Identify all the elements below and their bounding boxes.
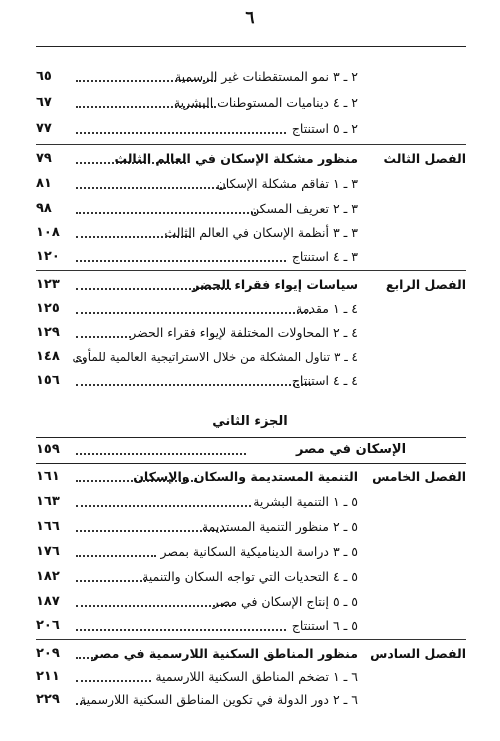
section-title: ٥ ـ ٣ دراسة الديناميكية السكانية بمصر (160, 544, 358, 559)
page-ref: ٨١ (36, 176, 52, 191)
toc-row[interactable] (36, 370, 466, 392)
chapter-label: الفصل السادس (370, 646, 466, 661)
page-ref: ١٧٦ (36, 544, 60, 559)
page-ref: ٧٩ (36, 151, 52, 166)
section-title: ٢ ـ ٤ ديناميات المستوطنات البشرية (173, 95, 358, 110)
chapter-separator (36, 639, 466, 640)
section-title: ٤ ـ ١ مقدمة (296, 301, 358, 316)
chapter-separator (36, 144, 466, 145)
page-ref: ١٦٦ (36, 519, 60, 534)
chapter-title: سياسات إيواء فقراء الحضر (192, 277, 358, 292)
page-ref: ٦٧ (36, 95, 52, 110)
section-title: ٥ ـ ٢ منظور التنمية المستديمة (201, 519, 358, 534)
toc-row[interactable] (36, 566, 466, 588)
page-ref: ١٢٣ (36, 277, 60, 292)
toc-row[interactable] (36, 118, 466, 140)
section-title: ٤ ـ ٣ تناول المشكلة من خلال الاستراتيجية العالمية للمأوى (72, 350, 358, 364)
toc-row[interactable] (36, 222, 466, 244)
chapter-separator (36, 270, 466, 271)
toc-row[interactable] (36, 66, 466, 88)
page-ref: ١٢٥ (36, 301, 60, 316)
section-title: ٤ ـ ٢ المحاولات المختلفة لإيواء فقراء الحضر (130, 325, 358, 340)
section-title: ٣ ـ ٤ استنتاج (291, 249, 358, 264)
part-row[interactable] (36, 439, 466, 461)
section-title: ٣ ـ ١ تفاقم مشكلة الإسكان (216, 176, 358, 191)
chapter-title: منظور المناطق السكنية اللارسمية في مصر (91, 646, 358, 661)
toc-row[interactable] (36, 689, 466, 711)
chapter-row[interactable] (36, 643, 466, 665)
header-rule (36, 46, 466, 47)
page-ref: ١٦١ (36, 469, 60, 484)
section-title: ٣ ـ ٢ تعريف المسكن (250, 201, 358, 216)
toc-row[interactable] (36, 92, 466, 114)
chapter-label: الفصل الثالث (383, 151, 466, 166)
chapter-label: الفصل الرابع (385, 277, 466, 292)
page-ref: ١٦٣ (36, 494, 60, 509)
chapter-title: التنمية المستديمة والسكان والإسكان (133, 469, 358, 484)
section-title: ٢ ـ ٥ استنتاج (291, 121, 358, 136)
page-ref: ١٨٢ (36, 569, 60, 584)
section-title: ٥ ـ ٤ التحديات التي تواجه السكان والتنمية (142, 569, 358, 584)
toc-row[interactable] (36, 591, 466, 613)
section-title: ٢ ـ ٣ نمو المستقطنات غير الرسمية (174, 69, 358, 84)
dot-leader (76, 453, 246, 455)
chapter-label: الفصل الخامس (372, 469, 466, 484)
page-ref: ٢١١ (36, 669, 60, 684)
page-ref: ١٢٩ (36, 325, 60, 340)
page-ref: ٩٨ (36, 201, 52, 216)
page-ref: ١٨٧ (36, 594, 60, 609)
toc-row[interactable] (36, 173, 466, 195)
page-ref: ٢٢٩ (36, 692, 60, 707)
toc-row[interactable] (36, 246, 466, 268)
page-ref: ٧٧ (36, 121, 52, 136)
part-label: الجزء الثاني (212, 414, 288, 429)
chapter-row[interactable] (36, 466, 466, 488)
section-title: ٥ ـ ١ التنمية البشرية (253, 494, 358, 509)
page-ref: ٢٠٩ (36, 646, 60, 661)
toc-row[interactable] (36, 491, 466, 513)
toc-row[interactable] (36, 666, 466, 688)
page-ref: ١٤٨ (36, 349, 60, 364)
page-number: ٦ (245, 8, 255, 28)
toc-row[interactable] (36, 322, 466, 344)
toc-row[interactable] (36, 198, 466, 220)
page-ref: ١٥٩ (36, 442, 60, 457)
part-title: الإسكان في مصر (295, 442, 407, 457)
toc-row[interactable] (36, 615, 466, 637)
section-title: ٥ ـ ٥ إنتاج الإسكان في مصر (212, 594, 358, 609)
toc-row[interactable] (36, 541, 466, 563)
chapter-title: منظور مشكلة الإسكان في العالم الثالث (114, 151, 358, 166)
section-title: ٦ ـ ٢ دور الدولة في تكوين المناطق السكنية اللارسمية (79, 692, 358, 707)
section-title: ٦ ـ ١ تضخم المناطق السكنية اللارسمية (155, 669, 358, 684)
toc-row[interactable] (36, 516, 466, 538)
page-ref: ١٠٨ (36, 225, 60, 240)
page-ref: ٢٠٦ (36, 618, 60, 633)
toc-row[interactable] (36, 346, 466, 368)
page-ref: ١٢٠ (36, 249, 60, 264)
page-ref: ٦٥ (36, 69, 52, 84)
section-title: ٣ ـ ٣ أنظمة الإسكان في العالم الثالث (164, 225, 358, 240)
part-rule (36, 437, 466, 438)
section-title: ٤ ـ ٤ استنتاج (291, 373, 358, 388)
page-ref: ١٥٦ (36, 373, 60, 388)
chapter-row[interactable] (36, 274, 466, 296)
toc-row[interactable] (36, 298, 466, 320)
section-title: ٥ ـ ٦ استنتاج (291, 618, 358, 633)
part-rule (36, 463, 466, 464)
chapter-row[interactable] (36, 148, 466, 170)
